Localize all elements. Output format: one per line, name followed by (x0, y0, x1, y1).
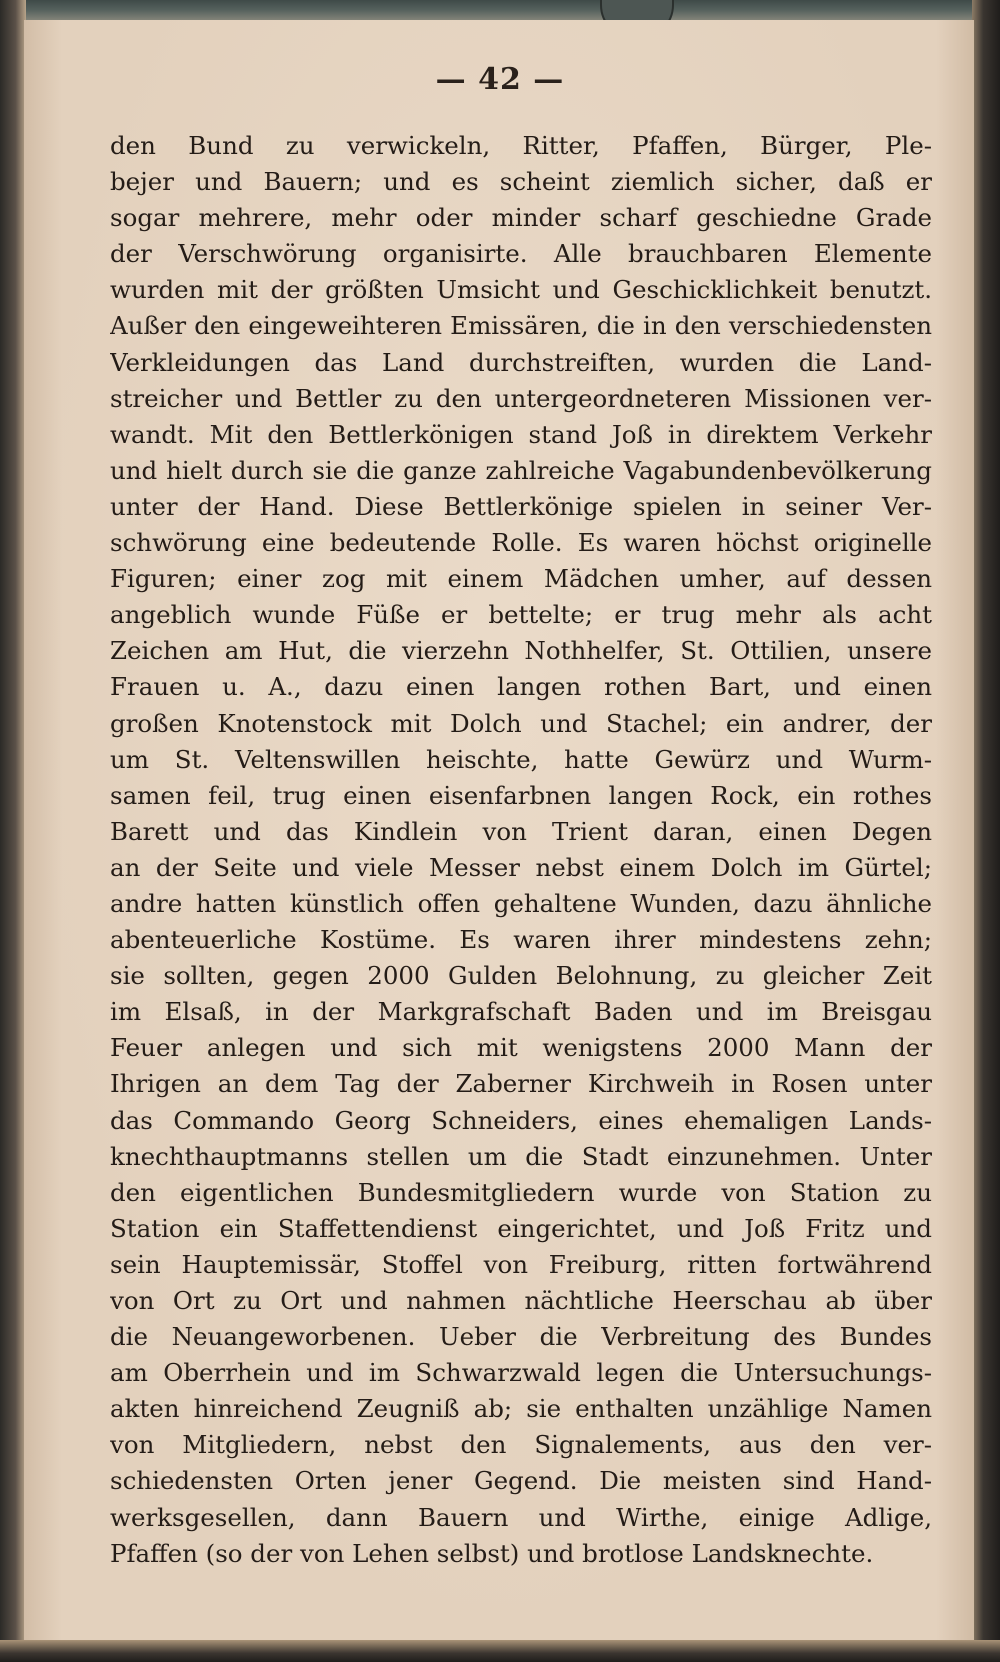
text-line: werksgesellen, dann Bauern und Wirthe, einige Adlige, (110, 1502, 932, 1532)
text-line: am Oberrhein und im Schwarzwald legen die Untersuchungs- (110, 1358, 932, 1388)
text-line: Figuren; einer zog mit einem Mädchen umher, auf dessen (110, 564, 932, 594)
text-line: bejer und Bauern; und es scheint ziemlich sicher, daß er (110, 167, 932, 197)
text-line: wandt. Mit den Bettlerkönigen stand Joß in direktem Verkehr (110, 419, 932, 449)
text-line: den eigentlichen Bundesmitgliedern wurde von Station zu (110, 1177, 932, 1207)
text-line: samen feil, trug einen eisenfarbnen langen Rock, ein rothes (110, 780, 932, 810)
text-line: an der Seite und viele Messer nebst einem Dolch im Gürtel; (110, 852, 932, 882)
text-line: Außer den eingeweihteren Emissären, die in den verschiedensten (110, 311, 932, 341)
book-binding-bottom (0, 1640, 1000, 1662)
text-line: sie sollten, gegen 2000 Gulden Belohnung, zu gleicher Zeit (110, 961, 932, 991)
book-binding-top (0, 0, 1000, 22)
text-line: schwörung eine bedeutende Rolle. Es waren höchst originelle (110, 528, 932, 558)
text-line: von Mitgliedern, nebst den Signalements, aus den ver- (110, 1430, 932, 1460)
text-line: wurden mit der größten Umsicht und Geschicklichkeit benutzt. (110, 275, 932, 305)
text-line: schiedensten Orten jener Gegend. Die meisten sind Hand- (110, 1466, 932, 1496)
text-line: und hielt durch sie die ganze zahlreiche Vagabundenbevölkerung (110, 455, 932, 485)
text-line: Frauen u. A., dazu einen langen rothen Bart, und einen (110, 672, 932, 702)
text-line: um St. Veltenswillen heischte, hatte Gewürz und Wurm- (110, 744, 932, 774)
text-line: Pfaffen (so der von Lehen selbst) und brotlose Landsknechte. (110, 1538, 874, 1568)
text-line: Zeichen am Hut, die vierzehn Nothhelfer, St. Ottilien, unsere (110, 636, 932, 666)
text-line: Feuer anlegen und sich mit wenigstens 2000 Mann der (110, 1033, 932, 1063)
text-line: Barett und das Kindlein von Trient daran, einen Degen (110, 816, 932, 846)
text-line: andre hatten künstlich offen gehaltene Wunden, dazu ähnliche (110, 888, 932, 918)
text-line: die Neuangeworbenen. Ueber die Verbreitung des Bundes (110, 1322, 932, 1352)
text-line: abenteuerliche Kostüme. Es waren ihrer mindestens zehn; (110, 925, 932, 955)
book-binding-right (972, 0, 1000, 1662)
text-line: den Bund zu verwickeln, Ritter, Pfaffen, Bürger, Ple- (110, 131, 932, 160)
page-number: — 42 — (435, 62, 565, 97)
text-line: streicher und Bettler zu den untergeordneteren Missionen ver- (110, 383, 932, 413)
body-text (110, 128, 932, 1572)
text-line: Ihrigen an dem Tag der Zaberner Kirchweih in Rosen unter (110, 1069, 932, 1099)
text-line: angeblich wunde Füße er bettelte; er trug mehr als acht (110, 600, 932, 630)
text-line: knechthauptmanns stellen um die Stadt einzunehmen. Unter (110, 1141, 932, 1171)
text-line: Station ein Staffettendienst eingerichtet, und Joß Fritz und (110, 1213, 932, 1243)
text-line: akten hinreichend Zeugniß ab; sie enthalten unzählige Namen (110, 1394, 932, 1424)
text-line: großen Knotenstock mit Dolch und Stachel; ein andrer, der (110, 708, 932, 738)
text-line: sein Hauptemissär, Stoffel von Freiburg, ritten fortwährend (110, 1249, 932, 1279)
text-line: sogar mehrere, mehr oder minder scharf geschiedne Grade (110, 203, 932, 233)
text-line: unter der Hand. Diese Bettlerkönige spielen in seiner Ver- (110, 491, 932, 521)
text-line: der Verschwörung organisirte. Alle brauchbaren Elemente (110, 239, 932, 269)
text-line: von Ort zu Ort und nahmen nächtliche Heerschau ab über (110, 1286, 932, 1315)
book-binding-left (0, 0, 26, 1662)
text-line: im Elsaß, in der Markgrafschaft Baden und im Breisgau (110, 997, 932, 1027)
text-line: Verkleidungen das Land durchstreiften, wurden die Land- (110, 347, 932, 377)
text-line: das Commando Georg Schneiders, eines ehemaligen Lands- (110, 1105, 932, 1135)
